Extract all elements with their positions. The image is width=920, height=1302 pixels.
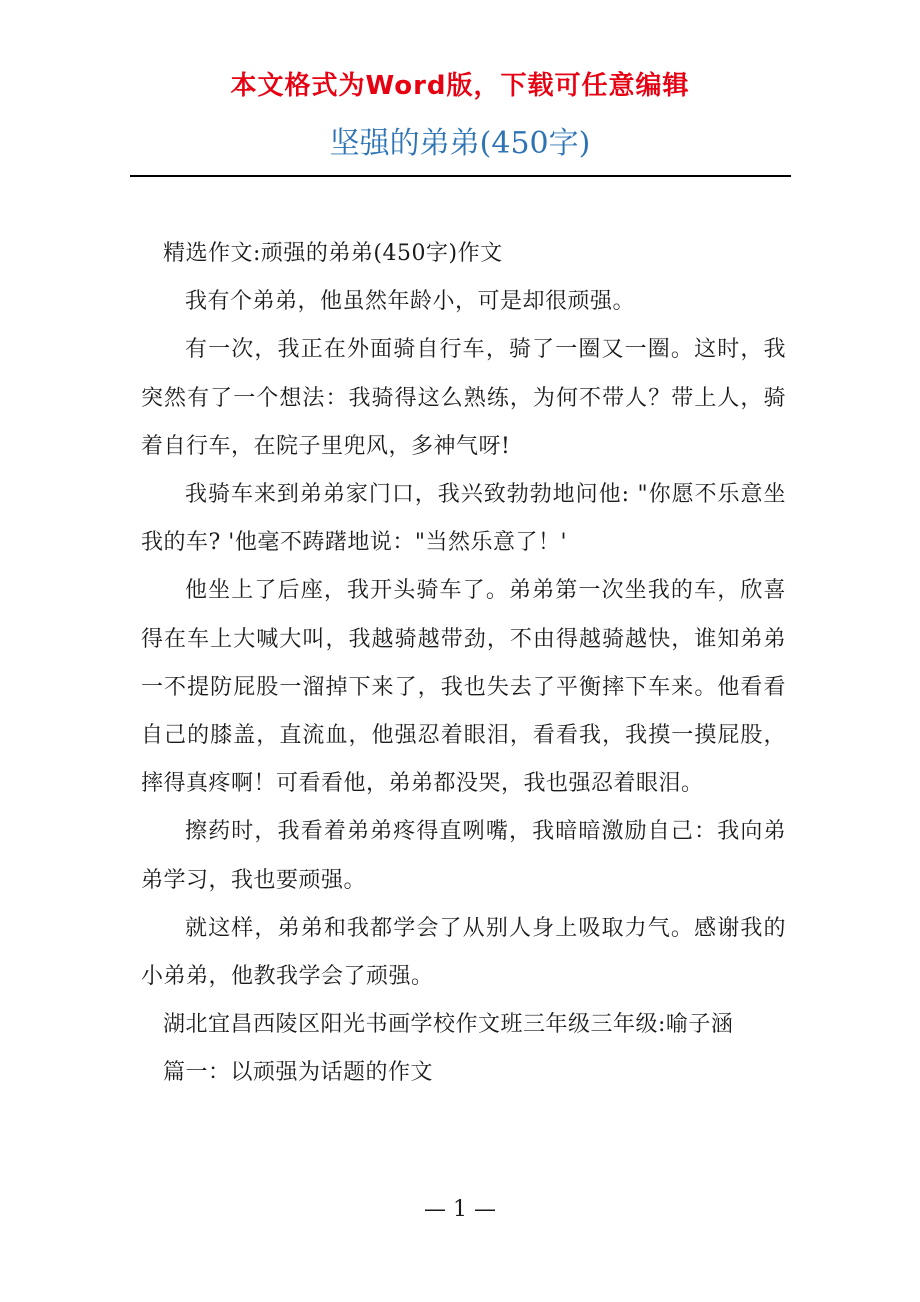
format-notice-banner: 本文格式为Word版，下载可任意编辑 — [230, 71, 690, 101]
paragraph: 我有个弟弟，他虽然年龄小，可是却很顽强。 — [185, 289, 636, 315]
header-divider — [130, 175, 791, 177]
paragraph: 有一次，我正在外面骑自行车，骑了一圈又一圈。这时，我突然有了一个想法：我骑得这么熟练，为何不带人？带上人，骑着自行车，在院子里兜风，多神气呀! — [141, 337, 786, 459]
paragraph: 就这样，弟弟和我都学会了从别人身上吸取力气。感谢我的小弟弟，他教我学会了顽强。 — [141, 915, 786, 990]
article-subtitle: 精选作文:顽强的弟弟(450字)作文 — [163, 241, 503, 266]
section-heading: 篇一：以顽强为话题的作文 — [163, 1060, 434, 1086]
article-body — [141, 230, 786, 1098]
document-title: 坚强的弟弟(450字) — [329, 126, 591, 161]
paragraph: 他坐上了后座，我开头骑车了。弟弟第一次坐我的车，欣喜得在车上大喊大叫，我越骑越带劲，不由得越骑越快，谁知弟弟一不提防屁股一溜掉下来了，我也失去了平衡摔下车来。他看看自己的膝盖，直流血，他强忍着眼泪，看看我，我摸一摸屁股，摔得真疼啊！可看看他，弟弟都没哭，我也强忍着眼泪。 — [141, 578, 786, 797]
author-attribution: 湖北宜昌西陵区阳光书画学校作文班三年级三年级:喻子涵 — [163, 1012, 734, 1038]
paragraph: 我骑车来到弟弟家门口，我兴致勃勃地问他: "你愿不乐意坐我的车? '他毫不踌躇地说："当然乐意了！' — [141, 482, 786, 556]
paragraph: 擦药时，我看着弟弟疼得直咧嘴，我暗暗激励自己：我向弟弟学习，我也要顽强。 — [141, 819, 786, 893]
page-number: — 1 — — [424, 1197, 496, 1222]
